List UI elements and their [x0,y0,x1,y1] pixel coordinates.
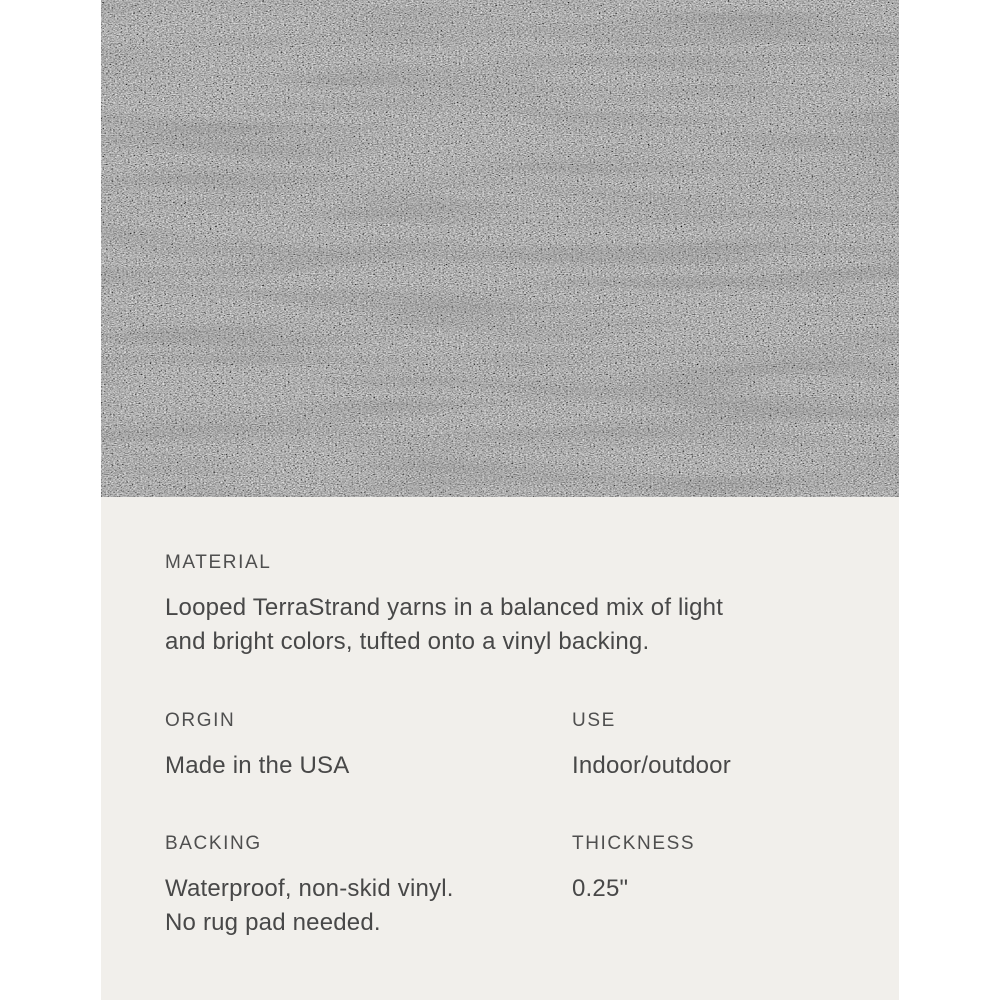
thickness-text: 0.25" [572,875,629,902]
origin-label: ORGIN [165,710,236,731]
spec-sheet [101,497,899,1000]
thickness-value [572,872,628,906]
rug-texture-svg [101,0,899,497]
material-value [165,591,723,659]
backing-label: BACKING [165,833,262,854]
origin-value [165,749,349,783]
material-line-2: and bright colors, tufted onto a vinyl backing. [165,628,650,655]
use-text: Indoor/outdoor [572,752,731,779]
backing-line-2: No rug pad needed. [165,909,381,936]
backing-value [165,872,454,940]
thickness-label: THICKNESS [572,833,696,854]
use-label: USE [572,710,616,731]
origin-text: Made in the USA [165,752,350,779]
use-value [572,749,731,783]
material-line-1: Looped TerraStrand yarns in a balanced mix of light [165,594,724,621]
product-spec-card [101,0,899,1000]
material-label: MATERIAL [165,552,272,573]
backing-line-1: Waterproof, non-skid vinyl. [165,875,454,902]
swatch-streaks [101,0,899,497]
rug-texture-swatch-image [101,0,899,497]
